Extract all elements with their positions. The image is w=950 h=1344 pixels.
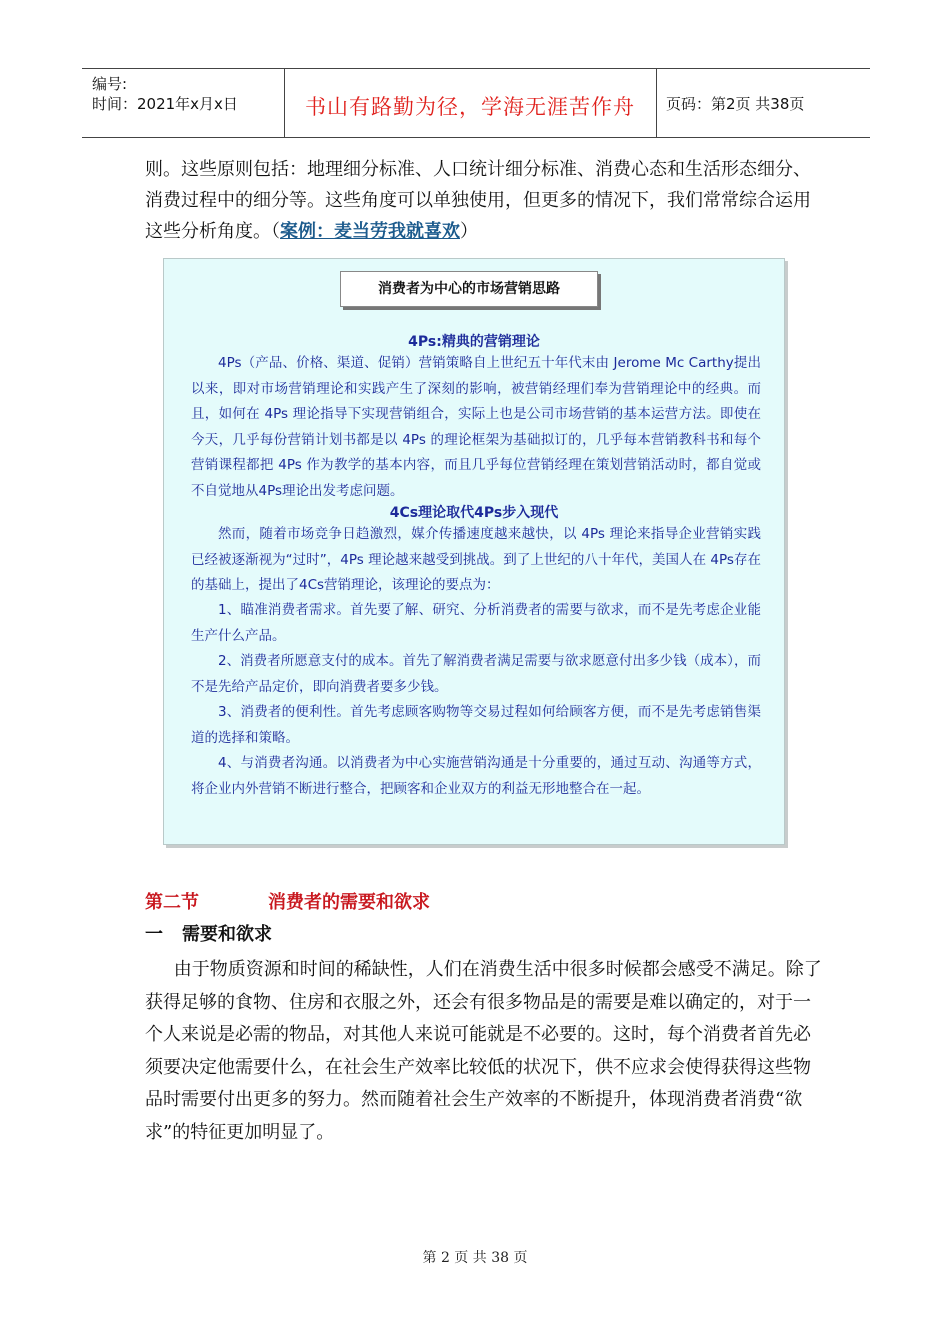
- figure-heading-4cs: 4Cs理论取代4Ps步入现代: [389, 505, 559, 521]
- intro-text: 则。这些原则包括：地理细分标准、人口统计细分标准、消费心态和生活形态细分、消费过程中的细分等。这些角度可以单独使用，但更多的情况下，我们常常综合运用这些分析角度。（: [145, 159, 811, 242]
- figure-title: 消费者为中心的市场营销思路: [340, 271, 598, 307]
- subsection-number: 一: [145, 924, 163, 945]
- figure-paragraph-4ps: 4Ps（产品、价格、渠道、促销）营销策略自上世纪五十年代末由 Jerome Mc Carthy提出以来，即对市场营销理论和实践产生了深刻的影响，被营销经理们奉为营销理论中的经典。而且，如何在 4Ps 理论指导下实现营销组合，实际上也是公司市场营销的基本运营方法。即使在今天，几乎每份营销计划书都是以 4Ps 的理论框架为基础拟订的，几乎每本营销教科书和每个营销课程都把 4Ps 作为教学的基本内容，而且几乎每位营销经理在策划营销活动时，都自觉或不自觉地从4Ps理论出发考虑问题。: [191, 355, 761, 499]
- page-footer: 第 2 页 共 38 页: [422, 1250, 528, 1266]
- subsection-title: 需要和欲求: [182, 924, 272, 945]
- intro-paragraph: [145, 154, 825, 247]
- number-label: 编号:: [92, 75, 128, 93]
- body-paragraph: 由于物质资源和时间的稀缺性，人们在消费生活中很多时候都会感受不满足。除了获得足够的食物、住房和衣服之外，还会有很多物品是的需要是难以确定的，对于一个人来说是必需的物品，对其他人来说可能就是不必要的。这时，每个消费者首先必须要决定他需要什么，在社会生产效率比较低的状况下，供不应求会使得获得这些物品时需要付出更多的努力。然而随着社会生产效率的不断提升，体现消费者消费“欲求”的特征更加明显了。: [145, 959, 822, 1143]
- section-label: 第二节: [145, 892, 199, 913]
- section-title: 消费者的需要和欲求: [268, 892, 430, 913]
- page-header: [82, 68, 870, 138]
- figure-point-2: 2、消费者所愿意支付的成本。首先了解消费者满足需要与欲求愿意付出多少钱（成本），而不是先给产品定价，即向消费者要多少钱。: [191, 653, 761, 695]
- time-label: 时间：2021年x月x日: [92, 95, 238, 113]
- figure-paragraph-4cs: 然而，随着市场竞争日趋激烈，媒介传播速度越来越快，以 4Ps 理论来指导企业营销实践已经被逐渐视为“过时”，4Ps 理论越来越受到挑战。到了上世纪的八十年代，美国人在 4Ps存在的基础上，提出了4Cs营销理论，该理论的要点为：: [191, 526, 761, 593]
- marketing-figure: [163, 258, 785, 845]
- figure-point-3: 3、消费者的便利性。首先考虑顾客购物等交易过程如何给顾客方便，而不是先考虑销售渠道的选择和策略。: [191, 704, 761, 746]
- header-page-cell: [656, 69, 870, 137]
- header-meta-cell: [82, 69, 285, 137]
- case-link[interactable]: 案例：麦当劳我就喜欢: [280, 221, 460, 242]
- figure-point-1: 1、瞄准消费者需求。首先要了解、研究、分析消费者的需要与欲求，而不是先考虑企业能生产什么产品。: [191, 602, 761, 644]
- header-motto-cell: [284, 69, 657, 137]
- intro-close: ）: [460, 221, 478, 242]
- motto: 书山有路勤为径，学海无涯苦作舟: [305, 95, 635, 119]
- page-info: 页码：第2页 共38页: [666, 95, 805, 113]
- figure-point-4: 4、与消费者沟通。以消费者为中心实施营销沟通是十分重要的，通过互动、沟通等方式，将企业内外营销不断进行整合，把顾客和企业双方的利益无形地整合在一起。: [191, 755, 761, 797]
- figure-heading-4ps: 4Ps:精典的营销理论: [408, 334, 540, 350]
